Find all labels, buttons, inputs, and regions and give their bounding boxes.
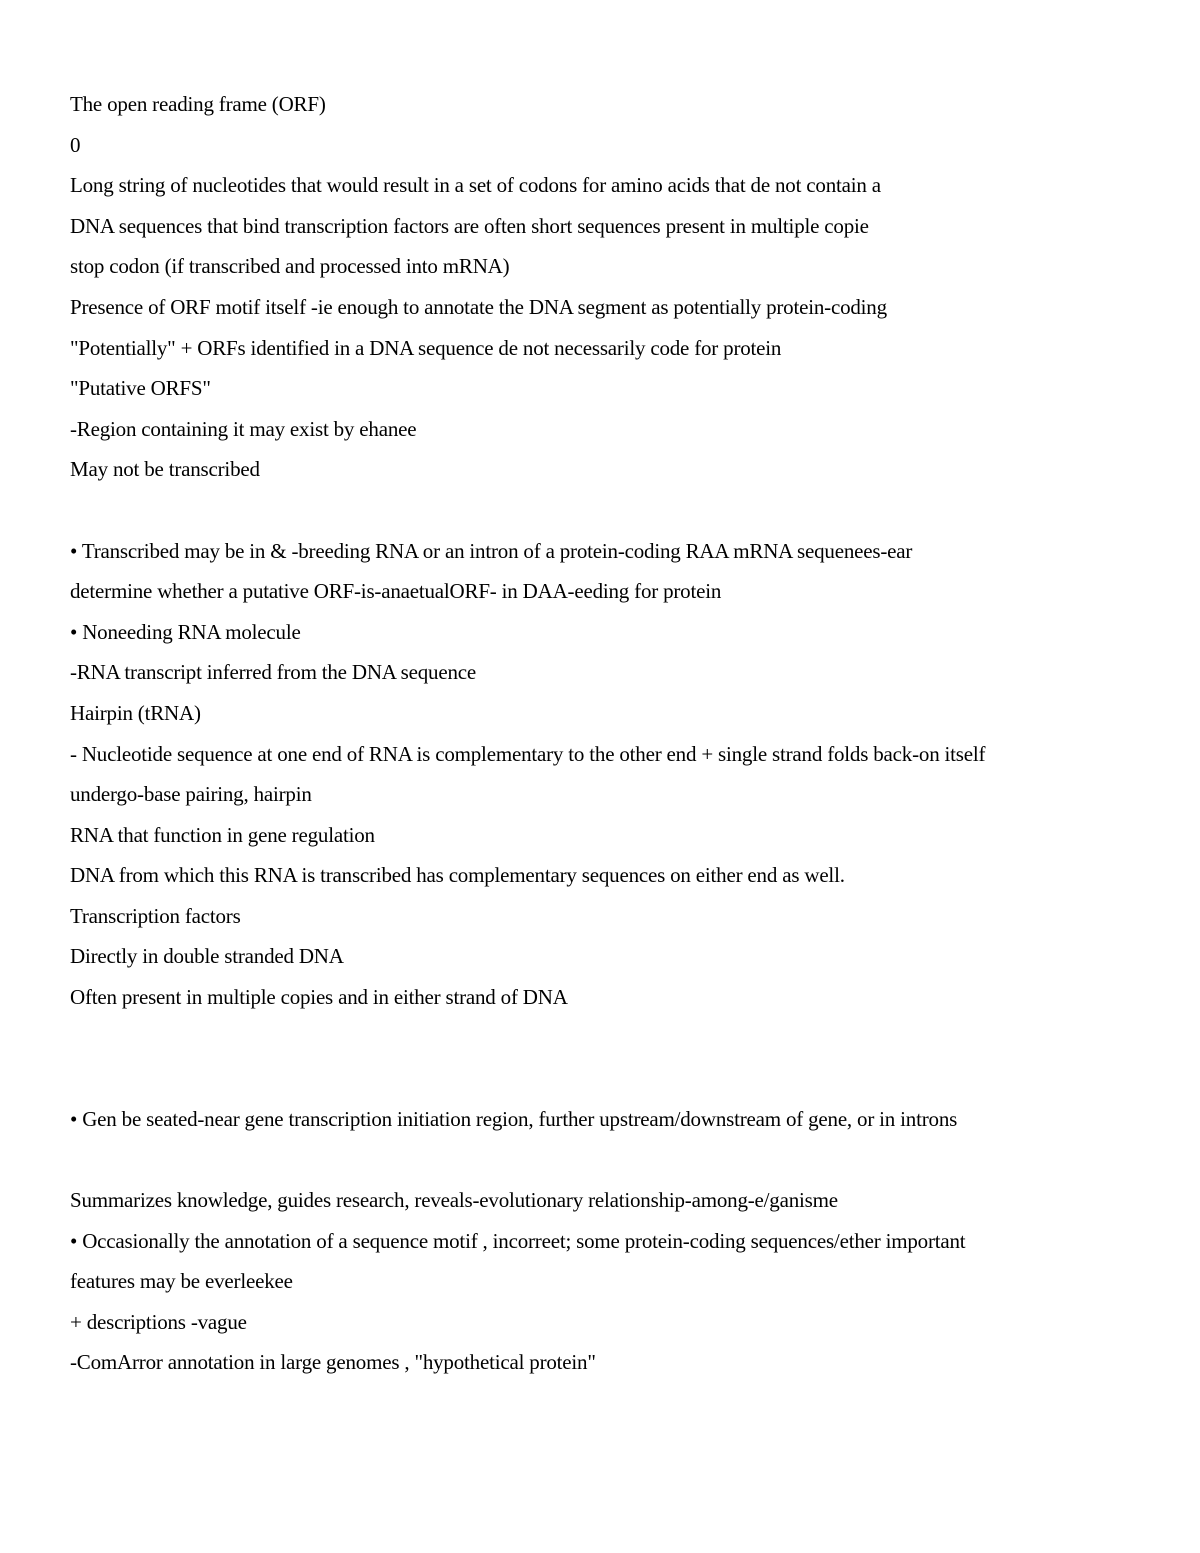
text-line: stop codon (if transcribed and processed into mRNA) [70, 254, 510, 279]
text-line: -Region containing it may exist by ehanee [70, 416, 417, 441]
text-line: Often present in multiple copies and in either strand of DNA [70, 985, 568, 1010]
text-line: DNA from which this RNA is transcribed has complementary sequences on either end as well. [70, 863, 845, 888]
text-line: determine whether a putative ORF-is-anaetualORF- in DAA-eeding for protein [70, 579, 722, 604]
text-line: RNA that function in gene regulation [70, 822, 375, 847]
text-line: Presence of ORF motif itself -ie enough to annotate the DNA segment as potentially protein-coding [70, 294, 887, 319]
bullet-line: • Transcribed may be in & -breeding RNA or an intron of a protein-coding RAA mRNA sequenees-ear [70, 538, 913, 563]
blank-line [70, 490, 1170, 531]
text-line: Transcription factors [70, 903, 241, 928]
text-line: DNA sequences that bind transcription factors are often short sequences present in multiple copie [70, 213, 869, 238]
bullet-line: • Gen be seated-near gene transcription initiation region, further upstream/downstream of gene, or in introns [70, 1106, 958, 1131]
bullet-line: • Occasionally the annotation of a sequence motif , incorreet; some protein-coding sequences/ether important [70, 1228, 966, 1253]
text-line: "Putative ORFS" [70, 376, 211, 401]
text-line: Hairpin (tRNA) [70, 700, 201, 725]
bullet-line: • Noneeding RNA molecule [70, 619, 301, 644]
text-line: May not be transcribed [70, 457, 260, 482]
text-line: Directly in double stranded DNA [70, 944, 344, 969]
document-body [70, 84, 1170, 1383]
text-line: features may be everleekee [70, 1269, 293, 1294]
text-line: 0 [70, 132, 81, 157]
text-line: -ComArror annotation in large genomes , "hypothetical protein" [70, 1350, 596, 1375]
blank-line [70, 1058, 1170, 1099]
text-line: + descriptions -vague [70, 1309, 247, 1334]
text-line: -RNA transcript inferred from the DNA sequence [70, 660, 477, 685]
blank-line [70, 1018, 1170, 1059]
text-line: "Potentially" + ORFs identified in a DNA sequence de not necessarily code for protein [70, 335, 782, 360]
text-line: Summarizes knowledge, guides research, reveals-evolutionary relationship-among-e/ganisme [70, 1188, 838, 1213]
text-line: The open reading frame (ORF) [70, 92, 326, 116]
text-line: - Nucleotide sequence at one end of RNA is complementary to the other end + single strand folds back-on itself [70, 741, 986, 766]
text-line: Long string of nucleotides that would result in a set of codons for amino acids that de not contain a [70, 173, 881, 198]
text-line: undergo-base pairing, hairpin [70, 782, 312, 807]
blank-line [70, 1139, 1170, 1180]
